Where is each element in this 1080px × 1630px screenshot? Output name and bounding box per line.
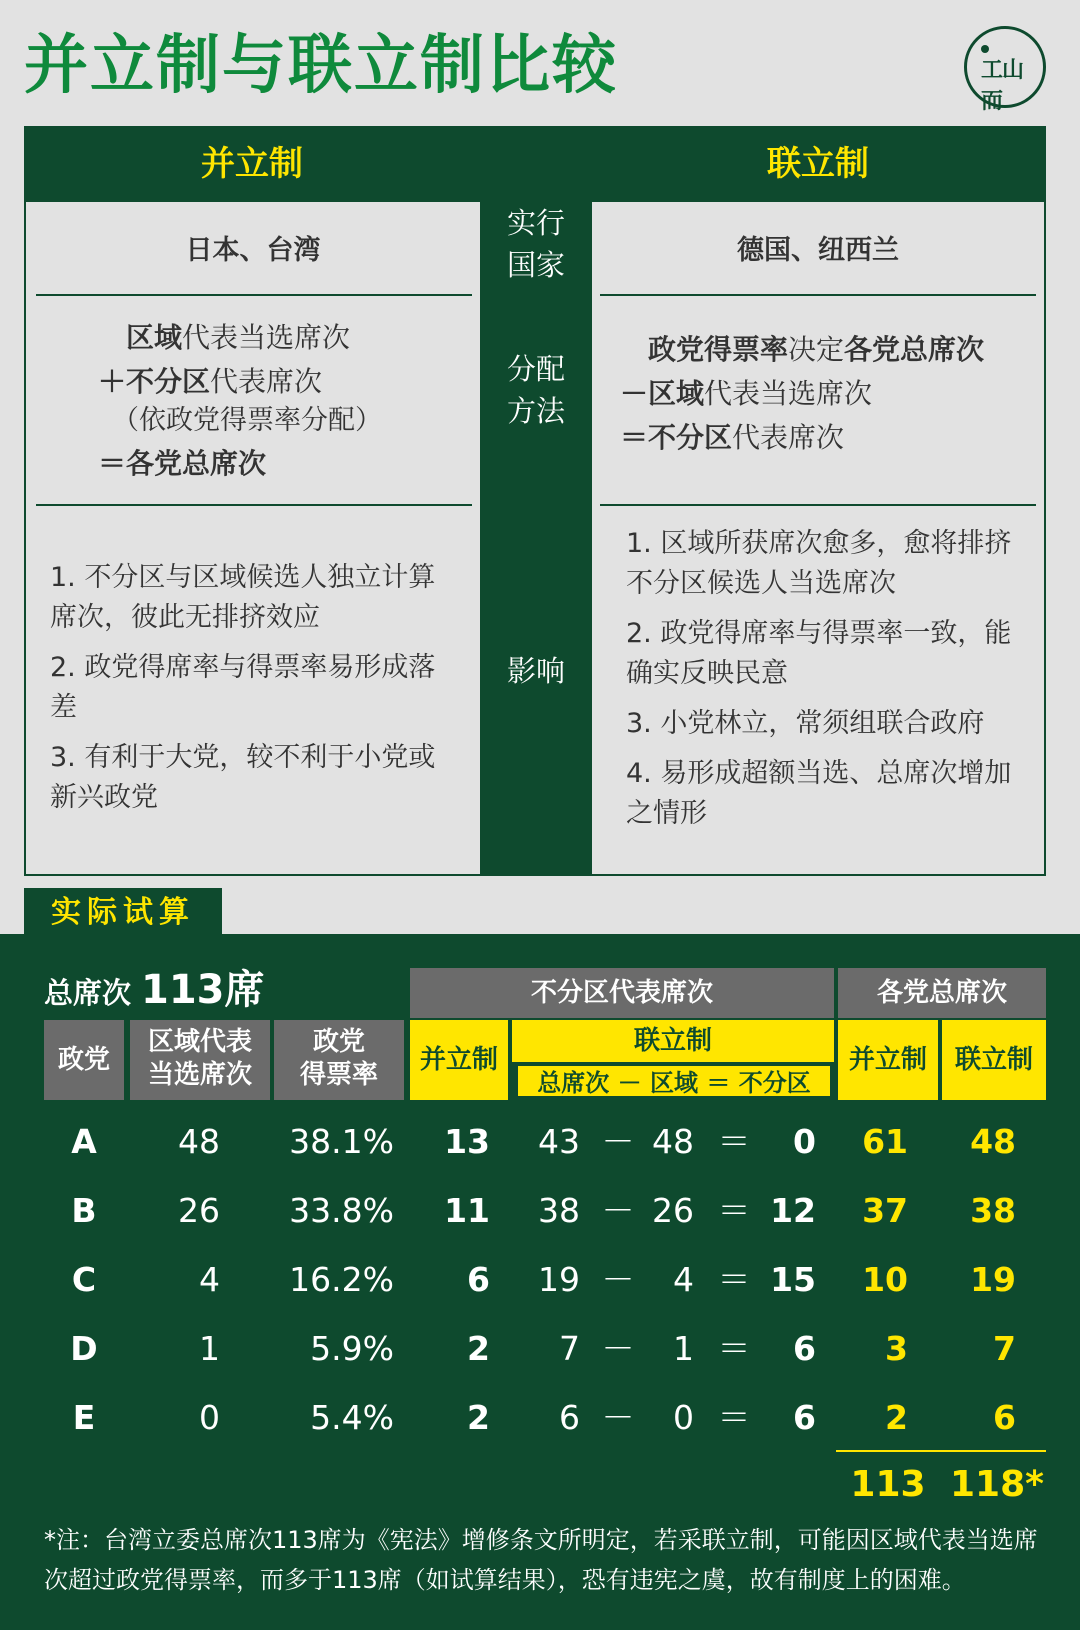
total-seats	[44, 958, 265, 1015]
cell-t-mixed: 6	[993, 1398, 1016, 1437]
cell-t-mixed: 48	[970, 1122, 1016, 1161]
cell-m-total: 38	[538, 1191, 580, 1230]
formula-term: 政党得票率	[648, 333, 789, 366]
total-mixed-col-header: 联立制	[942, 1020, 1046, 1100]
cell-m-district: 48	[652, 1122, 694, 1161]
formula-note: （依政党得票率分配）	[112, 405, 382, 436]
sum-divider	[836, 1450, 1046, 1452]
formula-text: 代表席次	[210, 365, 323, 398]
cell-m-total: 19	[538, 1260, 580, 1299]
mixed-col-header: 联立制	[512, 1020, 834, 1062]
cell-party: B	[71, 1191, 97, 1230]
mixed-effects	[626, 524, 1020, 844]
parallel-col-header: 并立制	[410, 1020, 508, 1100]
cell-t-mixed: 38	[970, 1191, 1016, 1230]
cell-parallel: 2	[467, 1398, 490, 1437]
mixed-countries: 德国、纽西兰	[737, 235, 899, 266]
cell-eq: ＝	[717, 1191, 751, 1230]
trial-tab: 实际试算	[24, 888, 222, 938]
cell-minus: －	[601, 1260, 635, 1299]
cell-t-parallel: 61	[862, 1122, 908, 1161]
mixed-formula	[620, 328, 984, 460]
footnote: *注：台湾立委总席次113席为《宪法》增修条文所明定，若采联立制，可能因区域代表当选席次超过政党得票率，而多于113席（如试算结果），恐有违宪之虞，故有制度上的困难。	[44, 1526, 1038, 1594]
cell-m-non: 0	[793, 1122, 816, 1161]
formula-term: ＋不分区	[98, 365, 211, 398]
header-line: 当选席次	[147, 1060, 252, 1090]
cell-t-parallel: 37	[862, 1191, 908, 1230]
cell-m-district: 0	[673, 1398, 694, 1437]
cell-m-non: 6	[793, 1329, 816, 1368]
cell-minus: －	[601, 1329, 635, 1368]
cell-m-district: 4	[673, 1260, 694, 1299]
mixed-formula-header: 总席次 － 区域 ＝ 不分区	[516, 1064, 832, 1098]
cell-district: 4	[199, 1260, 220, 1299]
cell-parallel: 11	[444, 1191, 490, 1230]
cell-m-district: 1	[673, 1329, 694, 1368]
effect-item: 4. 易形成超额当选、总席次增加之情形	[626, 758, 1012, 829]
formula-text: 代表当选席次	[182, 321, 351, 354]
cell-eq: ＝	[717, 1260, 751, 1299]
cell-minus: －	[601, 1191, 635, 1230]
formula-term: ＝不分区	[620, 421, 733, 454]
parallel-header: 并立制	[201, 144, 303, 184]
sum-mixed: 118*	[950, 1464, 1044, 1505]
formula-text: 代表席次	[732, 421, 845, 454]
header-line: 区域代表	[147, 1027, 252, 1057]
parallel-effects	[50, 558, 450, 828]
cell-m-total: 7	[559, 1329, 580, 1368]
district-col-header	[130, 1020, 270, 1100]
nondistrict-header: 不分区代表席次	[410, 968, 834, 1018]
logo	[964, 26, 1046, 114]
cell-minus: －	[601, 1398, 635, 1437]
divider	[600, 504, 1036, 506]
cell-t-parallel: 2	[885, 1398, 908, 1437]
effect-item: 2. 政党得席率与得票率一致，能确实反映民意	[626, 618, 1012, 689]
cell-minus: －	[601, 1122, 635, 1161]
divider	[600, 294, 1036, 296]
row-label-country-1: 实行	[506, 206, 565, 240]
row-label-impact: 影响	[506, 654, 565, 688]
formula-text: 代表当选席次	[704, 377, 873, 410]
cell-vote: 5.9%	[310, 1329, 394, 1368]
cell-district: 48	[178, 1122, 220, 1161]
cell-t-mixed: 19	[970, 1260, 1016, 1299]
party-col-header: 政党	[44, 1020, 124, 1100]
cell-t-parallel: 3	[885, 1329, 908, 1368]
cell-m-total: 6	[559, 1398, 580, 1437]
total-parallel-col-header: 并立制	[838, 1020, 938, 1100]
formula-term: 区域	[126, 321, 183, 354]
party-total-header: 各党总席次	[838, 968, 1046, 1018]
parallel-countries: 日本、台湾	[185, 235, 321, 266]
cell-m-non: 12	[770, 1191, 816, 1230]
divider	[36, 294, 472, 296]
cell-m-total: 43	[538, 1122, 580, 1161]
parallel-formula	[98, 316, 382, 486]
cell-district: 26	[178, 1191, 220, 1230]
effect-item: 1. 区域所获席次愈多，愈将排挤不分区候选人当选席次	[626, 528, 1012, 599]
formula-result: ＝各党总席次	[98, 447, 267, 480]
parallel-panel	[24, 202, 480, 876]
mixed-panel	[592, 202, 1046, 876]
cell-party: A	[71, 1122, 97, 1161]
cell-parallel: 13	[444, 1122, 490, 1161]
effect-item: 3. 有利于大党，较不利于小党或新兴政党	[50, 742, 436, 813]
cell-m-non: 6	[793, 1398, 816, 1437]
total-seats-value: 113席	[141, 967, 265, 1013]
cell-party: E	[72, 1398, 96, 1437]
cell-party: D	[70, 1329, 98, 1368]
row-label-column	[480, 200, 592, 876]
cell-eq: ＝	[717, 1122, 751, 1161]
logo-dot-icon	[981, 45, 989, 53]
effect-item: 3. 小党林立，常须组联合政府	[626, 708, 985, 739]
sum-parallel: 113	[850, 1464, 926, 1505]
page-title: 并立制与联立制比较	[24, 29, 618, 103]
divider	[36, 504, 472, 506]
cell-parallel: 6	[467, 1260, 490, 1299]
logo-text: 工山而	[981, 58, 1024, 114]
cell-vote: 5.4%	[310, 1398, 394, 1437]
cell-t-parallel: 10	[862, 1260, 908, 1299]
cell-vote: 33.8%	[289, 1191, 394, 1230]
cell-eq: ＝	[717, 1398, 751, 1437]
header-line: 得票率	[299, 1060, 378, 1090]
formula-text: 决定	[788, 333, 845, 366]
cell-eq: ＝	[717, 1329, 751, 1368]
formula-term: －区域	[620, 377, 705, 410]
cell-parallel: 2	[467, 1329, 490, 1368]
cell-district: 0	[199, 1398, 220, 1437]
comparison-header	[24, 126, 1046, 202]
cell-m-district: 26	[652, 1191, 694, 1230]
effect-item: 2. 政党得席率与得票率易形成落差	[50, 652, 436, 723]
effect-item: 1. 不分区与区域候选人独立计算席次，彼此无排挤效应	[50, 562, 436, 633]
total-seats-label: 总席次	[44, 976, 132, 1010]
cell-vote: 16.2%	[289, 1260, 394, 1299]
mixed-header: 联立制	[767, 144, 869, 184]
cell-party: C	[71, 1260, 97, 1299]
cell-district: 1	[199, 1329, 220, 1368]
formula-term: 各党总席次	[844, 333, 985, 366]
row-label-method-2: 方法	[506, 394, 565, 428]
cell-t-mixed: 7	[993, 1329, 1016, 1368]
cell-vote: 38.1%	[289, 1122, 394, 1161]
header-line: 政党	[312, 1027, 365, 1057]
vote-col-header	[274, 1020, 404, 1100]
row-label-method-1: 分配	[506, 352, 565, 386]
cell-m-non: 15	[770, 1260, 816, 1299]
row-label-country-2: 国家	[506, 248, 565, 282]
